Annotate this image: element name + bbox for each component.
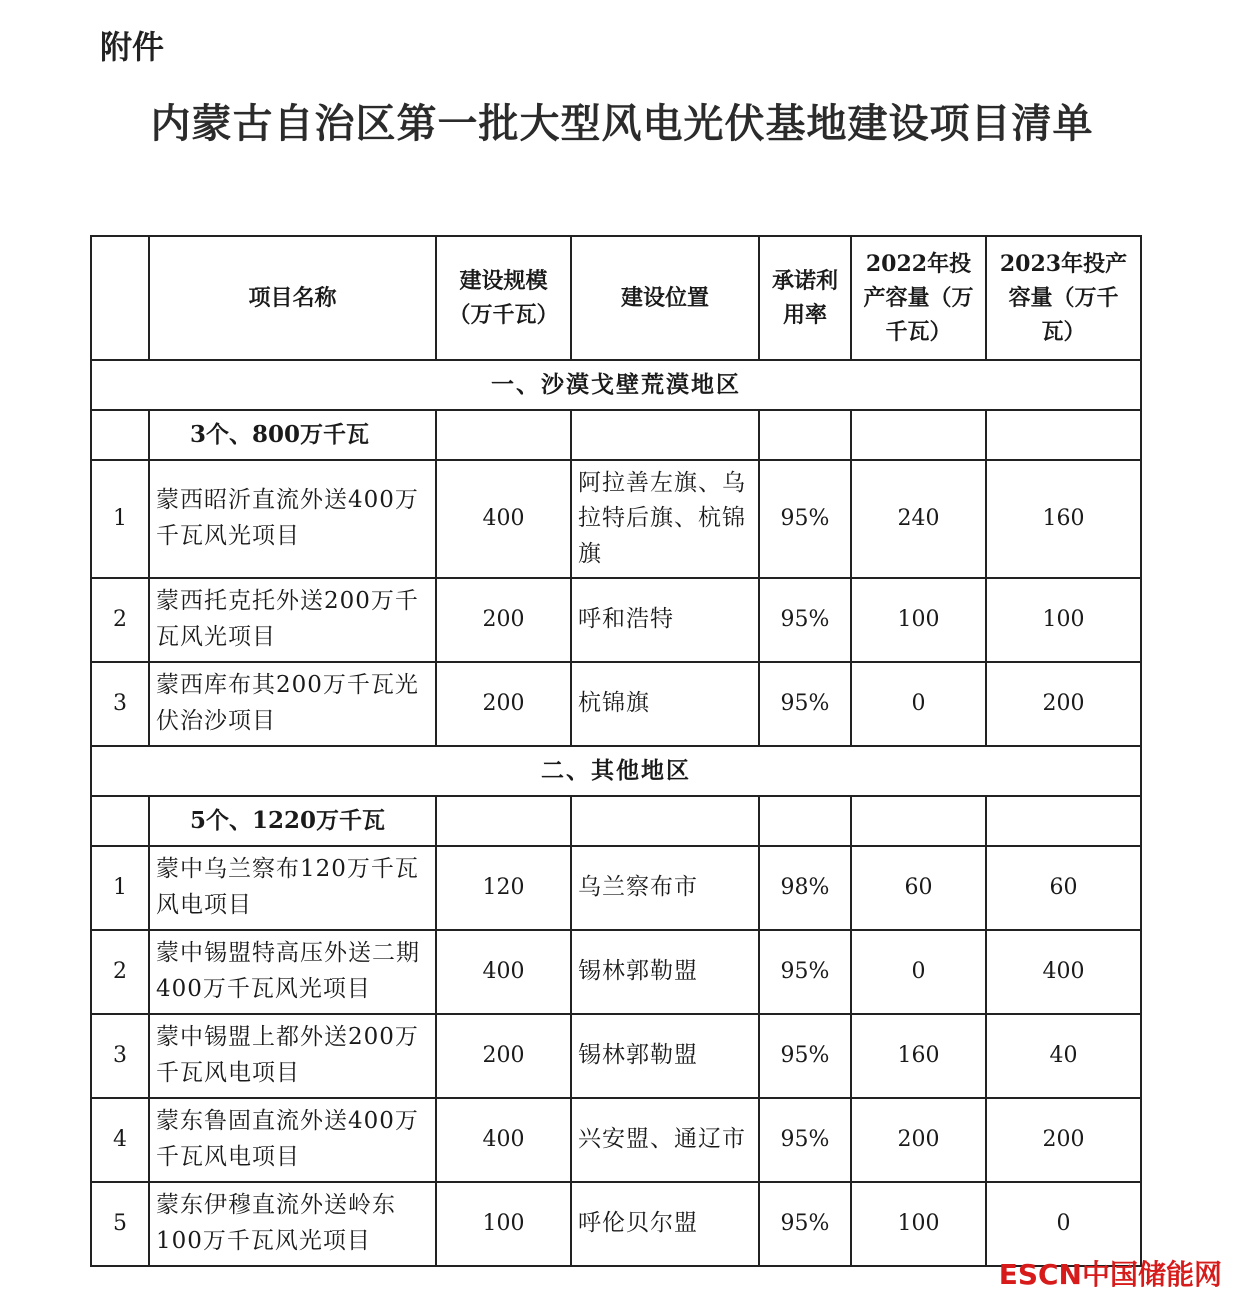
row-cap-2022: 160 [851,1014,986,1098]
empty-cell [436,410,571,460]
row-rate: 95% [759,460,851,578]
row-scale: 400 [436,460,571,578]
row-rate: 98% [759,846,851,930]
attachment-label: 附件 [100,28,165,66]
row-cap-2023: 100 [986,578,1141,662]
table-row [91,1098,1141,1182]
subtotal-row [91,796,1141,846]
row-location: 锡林郭勒盟 [571,930,759,1014]
row-cap-2022: 240 [851,460,986,578]
header-location: 建设位置 [571,236,759,360]
empty-cell [986,410,1141,460]
empty-cell [571,410,759,460]
row-cap-2023: 200 [986,1098,1141,1182]
row-name: 蒙西托克托外送200万千瓦风光项目 [149,578,436,662]
table-row [91,578,1141,662]
row-rate: 95% [759,1014,851,1098]
empty-cell [436,796,571,846]
section-title: 二、其他地区 [91,746,1141,796]
row-cap-2022: 0 [851,662,986,746]
row-cap-2022: 0 [851,930,986,1014]
row-num: 1 [91,846,149,930]
row-cap-2023: 400 [986,930,1141,1014]
row-rate: 95% [759,662,851,746]
header-name: 项目名称 [149,236,436,360]
empty-cell [759,796,851,846]
table-row [91,1014,1141,1098]
header-scale: 建设规模（万千瓦） [436,236,571,360]
row-name: 蒙东鲁固直流外送400万千瓦风电项目 [149,1098,436,1182]
row-num: 5 [91,1182,149,1266]
row-cap-2023: 0 [986,1182,1141,1266]
row-name: 蒙中锡盟上都外送200万千瓦风电项目 [149,1014,436,1098]
row-rate: 95% [759,930,851,1014]
row-location: 乌兰察布市 [571,846,759,930]
header-num [91,236,149,360]
section-row [91,360,1141,410]
empty-cell [91,410,149,460]
table-row [91,460,1141,578]
row-cap-2023: 60 [986,846,1141,930]
empty-cell [851,410,986,460]
row-name: 蒙东伊穆直流外送岭东100万千瓦风光项目 [149,1182,436,1266]
subtotal-label: 5个、1220万千瓦 [149,796,436,846]
row-location: 杭锦旗 [571,662,759,746]
row-cap-2022: 200 [851,1098,986,1182]
row-name: 蒙中锡盟特高压外送二期400万千瓦风光项目 [149,930,436,1014]
table-row [91,1182,1141,1266]
document-title: 内蒙古自治区第一批大型风电光伏基地建设项目清单 [150,101,1094,147]
row-num: 4 [91,1098,149,1182]
row-location: 呼和浩特 [571,578,759,662]
subtotal-row [91,410,1141,460]
row-rate: 95% [759,1182,851,1266]
row-num: 3 [91,662,149,746]
row-num: 1 [91,460,149,578]
row-name: 蒙西库布其200万千瓦光伏治沙项目 [149,662,436,746]
row-num: 2 [91,930,149,1014]
header-rate: 承诺利用率 [759,236,851,360]
watermark-logo: ESCN中国储能网 [998,1258,1222,1291]
row-location: 兴安盟、通辽市 [571,1098,759,1182]
row-scale: 400 [436,930,571,1014]
empty-cell [851,796,986,846]
empty-cell [759,410,851,460]
row-rate: 95% [759,578,851,662]
row-name: 蒙中乌兰察布120万千瓦风电项目 [149,846,436,930]
row-num: 2 [91,578,149,662]
section-row [91,746,1141,796]
row-location: 阿拉善左旗、乌拉特后旗、杭锦旗 [571,460,759,578]
empty-cell [91,796,149,846]
row-name: 蒙西昭沂直流外送400万千瓦风光项目 [149,460,436,578]
row-scale: 200 [436,662,571,746]
project-table [90,235,1142,1267]
table-row [91,930,1141,1014]
table-row [91,662,1141,746]
row-scale: 120 [436,846,571,930]
row-scale: 400 [436,1098,571,1182]
row-location: 锡林郭勒盟 [571,1014,759,1098]
empty-cell [571,796,759,846]
row-scale: 100 [436,1182,571,1266]
row-cap-2023: 40 [986,1014,1141,1098]
row-cap-2023: 160 [986,460,1141,578]
row-scale: 200 [436,1014,571,1098]
row-cap-2023: 200 [986,662,1141,746]
section-title: 一、沙漠戈壁荒漠地区 [91,360,1141,410]
row-cap-2022: 100 [851,1182,986,1266]
header-row [91,236,1141,360]
header-cap-2023: 2023年投产容量（万千瓦） [986,236,1141,360]
row-cap-2022: 60 [851,846,986,930]
row-num: 3 [91,1014,149,1098]
header-cap-2022: 2022年投产容量（万千瓦） [851,236,986,360]
empty-cell [986,796,1141,846]
row-location: 呼伦贝尔盟 [571,1182,759,1266]
row-scale: 200 [436,578,571,662]
row-rate: 95% [759,1098,851,1182]
row-cap-2022: 100 [851,578,986,662]
subtotal-label: 3个、800万千瓦 [149,410,436,460]
table-row [91,846,1141,930]
